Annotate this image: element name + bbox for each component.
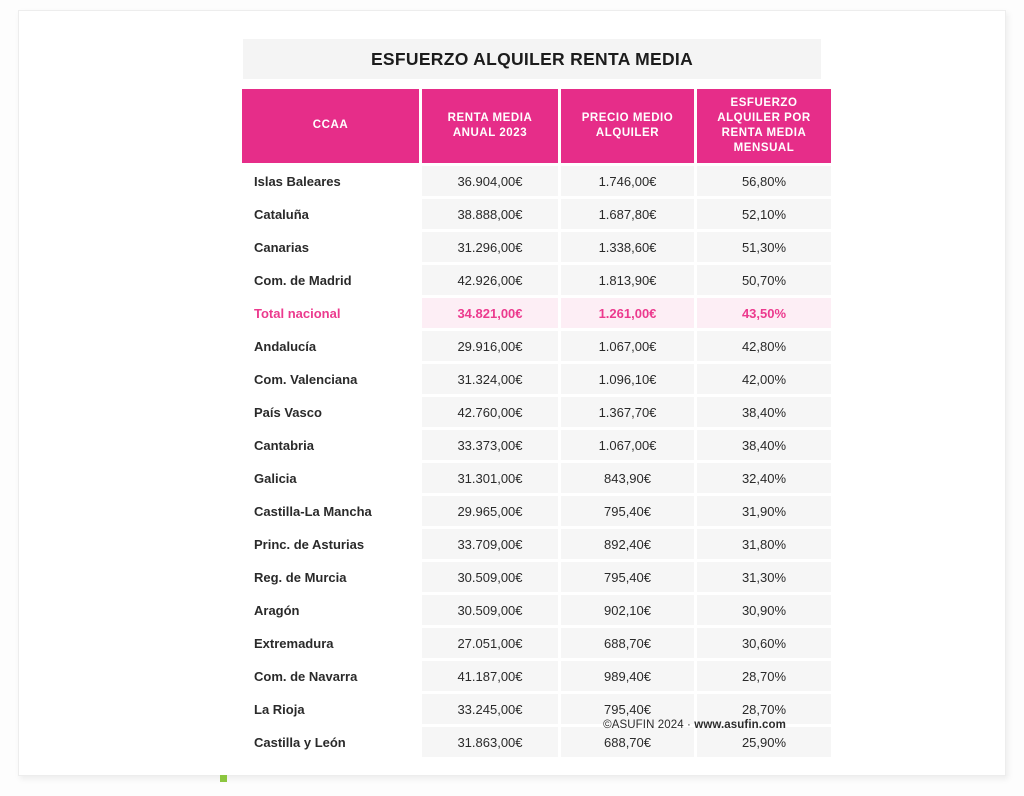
cell-esfuerzo: 42,00%: [697, 364, 831, 394]
cell-esfuerzo: 32,40%: [697, 463, 831, 493]
green-square-marker: [220, 775, 227, 782]
table-header: [242, 89, 831, 163]
cell-renta: 27.051,00€: [422, 628, 558, 658]
cell-ccaa: Com. de Navarra: [242, 661, 419, 691]
cell-renta: 36.904,00€: [422, 166, 558, 196]
cell-precio: 843,90€: [561, 463, 694, 493]
cell-esfuerzo: 51,30%: [697, 232, 831, 262]
cell-renta: 34.821,00€: [422, 298, 558, 328]
cell-precio: 1.813,90€: [561, 265, 694, 295]
cell-esfuerzo: 42,80%: [697, 331, 831, 361]
cell-ccaa: Reg. de Murcia: [242, 562, 419, 592]
table-row: [242, 199, 831, 229]
cell-esfuerzo: 52,10%: [697, 199, 831, 229]
cell-ccaa: Andalucía: [242, 331, 419, 361]
document-page: [18, 10, 1006, 776]
cell-ccaa: Cantabria: [242, 430, 419, 460]
table-row: [242, 166, 831, 196]
cell-renta: 30.509,00€: [422, 562, 558, 592]
cell-precio: 989,40€: [561, 661, 694, 691]
table-row: [242, 529, 831, 559]
table-row: [242, 364, 831, 394]
cell-renta: 31.863,00€: [422, 727, 558, 757]
cell-esfuerzo: 28,70%: [697, 694, 831, 724]
cell-ccaa: Extremadura: [242, 628, 419, 658]
cell-ccaa: Islas Baleares: [242, 166, 419, 196]
cell-precio: 1.067,00€: [561, 331, 694, 361]
table-row: [242, 463, 831, 493]
cell-renta: 30.509,00€: [422, 595, 558, 625]
table-row: [242, 727, 831, 757]
footer-copyright: ©ASUFIN 2024 ·: [603, 719, 695, 731]
cell-renta: 38.888,00€: [422, 199, 558, 229]
table-row: [242, 496, 831, 526]
column-header-precio: PRECIO MEDIO ALQUILER: [561, 89, 694, 163]
cell-renta: 42.926,00€: [422, 265, 558, 295]
cell-esfuerzo: 30,90%: [697, 595, 831, 625]
cell-esfuerzo: 56,80%: [697, 166, 831, 196]
table-row: [242, 628, 831, 658]
table-row: [242, 430, 831, 460]
column-header-ccaa: CCAA: [242, 89, 419, 163]
cell-precio: 795,40€: [561, 694, 694, 724]
cell-esfuerzo: 30,60%: [697, 628, 831, 658]
infographic-sheet: [222, 29, 811, 759]
cell-precio: 688,70€: [561, 727, 694, 757]
cell-renta: 29.916,00€: [422, 331, 558, 361]
cell-precio: 795,40€: [561, 562, 694, 592]
cell-precio: 688,70€: [561, 628, 694, 658]
cell-precio: 1.096,10€: [561, 364, 694, 394]
table-row: [242, 232, 831, 262]
cell-esfuerzo: 25,90%: [697, 727, 831, 757]
cell-ccaa: País Vasco: [242, 397, 419, 427]
cell-esfuerzo: 38,40%: [697, 397, 831, 427]
cell-ccaa: Princ. de Asturias: [242, 529, 419, 559]
esfuerzo-alquiler-table: [239, 86, 834, 760]
cell-esfuerzo: 28,70%: [697, 661, 831, 691]
cell-ccaa: Canarias: [242, 232, 419, 262]
cell-esfuerzo: 43,50%: [697, 298, 831, 328]
column-header-esfuerzo: ESFUERZO ALQUILER POR RENTA MEDIA MENSUAL: [697, 89, 831, 163]
cell-esfuerzo: 31,80%: [697, 529, 831, 559]
cell-renta: 29.965,00€: [422, 496, 558, 526]
cell-precio: 1.367,70€: [561, 397, 694, 427]
cell-esfuerzo: 31,90%: [697, 496, 831, 526]
cell-esfuerzo: 31,30%: [697, 562, 831, 592]
cell-ccaa: Com. de Madrid: [242, 265, 419, 295]
cell-esfuerzo: 50,70%: [697, 265, 831, 295]
cell-renta: 41.187,00€: [422, 661, 558, 691]
page-title: ESFUERZO ALQUILER RENTA MEDIA: [370, 48, 694, 69]
cell-precio: 795,40€: [561, 496, 694, 526]
cell-precio: 892,40€: [561, 529, 694, 559]
cell-precio: 1.338,60€: [561, 232, 694, 262]
cell-ccaa: Castilla-La Mancha: [242, 496, 419, 526]
cell-renta: 33.245,00€: [422, 694, 558, 724]
cell-renta: 33.709,00€: [422, 529, 558, 559]
cell-ccaa: Cataluña: [242, 199, 419, 229]
cell-ccaa: Castilla y León: [242, 727, 419, 757]
cell-ccaa: Total nacional: [242, 298, 419, 328]
cell-renta: 31.296,00€: [422, 232, 558, 262]
table-row: [242, 265, 831, 295]
cell-precio: 902,10€: [561, 595, 694, 625]
footer-website: www.asufin.com: [694, 719, 786, 731]
table-row: [242, 661, 831, 691]
table-row: [242, 397, 831, 427]
cell-ccaa: La Rioja: [242, 694, 419, 724]
table-row: [242, 595, 831, 625]
footer-credit: [603, 719, 786, 731]
table-header-row: [242, 89, 831, 163]
table-row: [242, 298, 831, 328]
cell-precio: 1.746,00€: [561, 166, 694, 196]
cell-ccaa: Com. Valenciana: [242, 364, 419, 394]
cell-esfuerzo: 38,40%: [697, 430, 831, 460]
cell-ccaa: Aragón: [242, 595, 419, 625]
cell-renta: 31.324,00€: [422, 364, 558, 394]
title-band: [243, 39, 821, 79]
cell-precio: 1.067,00€: [561, 430, 694, 460]
cell-renta: 42.760,00€: [422, 397, 558, 427]
table-row: [242, 562, 831, 592]
table-row: [242, 331, 831, 361]
cell-ccaa: Galicia: [242, 463, 419, 493]
cell-renta: 31.301,00€: [422, 463, 558, 493]
column-header-renta: RENTA MEDIA ANUAL 2023: [422, 89, 558, 163]
table-body: [242, 166, 831, 757]
cell-renta: 33.373,00€: [422, 430, 558, 460]
cell-precio: 1.261,00€: [561, 298, 694, 328]
cell-precio: 1.687,80€: [561, 199, 694, 229]
